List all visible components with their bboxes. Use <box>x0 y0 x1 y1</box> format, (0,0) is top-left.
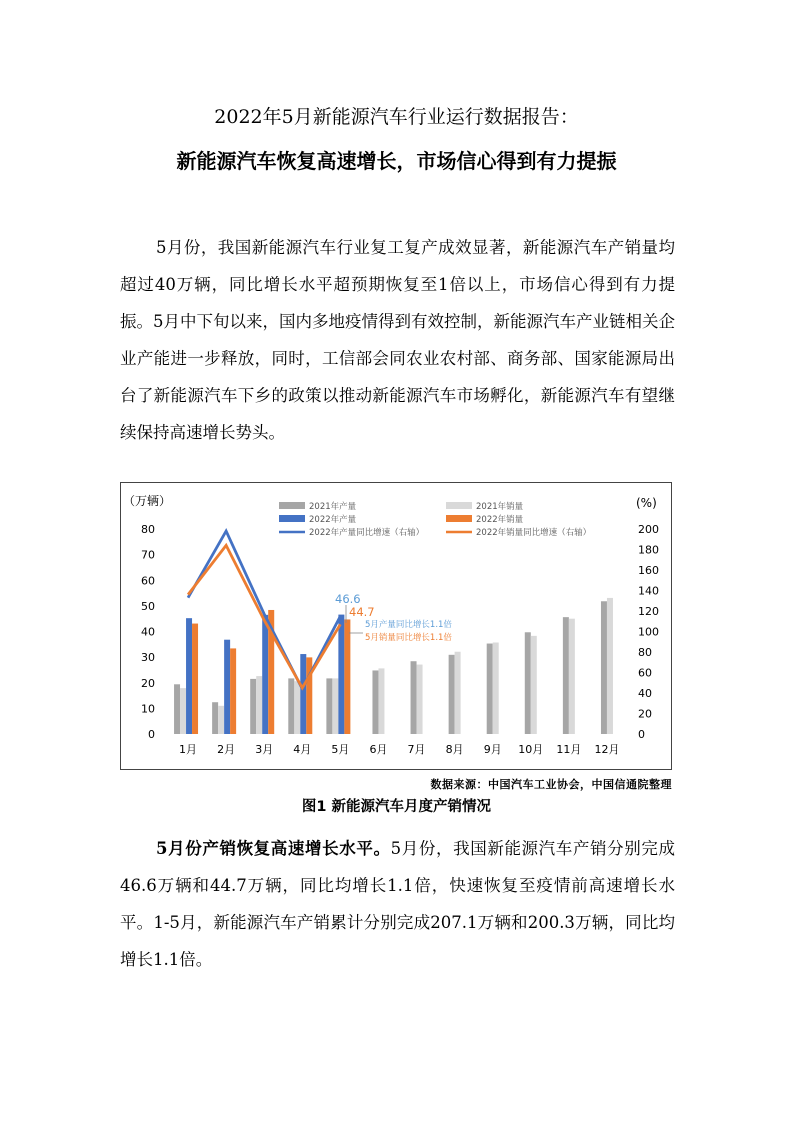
x-tick-label: 8月 <box>445 743 464 756</box>
bar-4-2 <box>230 648 236 734</box>
y2-tick-label: 180 <box>638 543 659 557</box>
chart-frame <box>120 482 672 770</box>
legend-swatch-2 <box>446 502 472 509</box>
bar-3-1 <box>186 618 192 734</box>
data-source: 数据来源：中国汽车工业协会，中国信通院整理 <box>430 778 672 791</box>
bar-2-8 <box>455 652 461 734</box>
y2-tick-label: 40 <box>638 687 652 700</box>
sales-value-label: 44.7 <box>349 605 375 619</box>
bar-2-11 <box>569 619 575 734</box>
x-tick-label: 4月 <box>293 743 312 756</box>
y-tick-label: 50 <box>141 599 155 613</box>
section-body: 5月份，我国新能源汽车产销分别完成46.6万辆和44.7万辆，同比均增长1.1倍，快速恢复至疫情前高速增长水平。1-5月，新能源汽车产销累计分别完成207.1万辆和200.3万辆，同比均增长1.1倍。 <box>120 839 675 969</box>
bar-1-3 <box>250 679 256 734</box>
bar-2-5 <box>332 678 338 734</box>
x-tick-label: 11月 <box>556 743 582 756</box>
report-title: 2022年5月新能源汽车行业运行数据报告： <box>214 106 579 128</box>
bar-2-12 <box>607 598 613 734</box>
legend-label-3: 2022年产量 <box>309 515 357 525</box>
prod-growth-note: 5月产量同比增长1.1倍 <box>365 620 452 630</box>
y2-tick-label: 140 <box>638 584 659 598</box>
bar-3-2 <box>224 640 230 734</box>
y2-axis-label: (%) <box>636 496 657 510</box>
bar-1-2 <box>212 702 218 734</box>
legend-swatch-4 <box>446 515 472 522</box>
figure-caption: 图1 新能源汽车月度产销情况 <box>301 799 492 815</box>
bar-3-3 <box>262 615 268 734</box>
bar-1-9 <box>487 644 493 734</box>
report-subtitle: 新能源汽车恢复高速增长，市场信心得到有力提振 <box>176 149 617 173</box>
x-tick-label: 9月 <box>483 743 502 756</box>
y2-tick-label: 160 <box>638 564 659 577</box>
intro-paragraph-text: 5月份，我国新能源汽车行业复工复产成效显著，新能源汽车产销量均超过40万辆，同比增长水平超预期恢复至1倍以上，市场信心得到有力提振。5月中下旬以来，国内多地疫情得到有效控制，新能源汽车产业链相关企业产能进一步释放，同时，工信部会同农业农村部、商务部、国家能源局出台了新能源汽车下乡的政策以推动新能源汽车市场孵化，新能源汽车有望继续保持高速增长势头。 <box>120 238 675 442</box>
bar-2-9 <box>493 643 499 734</box>
monthly-production-sales-chart <box>121 483 671 769</box>
x-tick-label: 7月 <box>407 743 426 756</box>
bar-1-12 <box>601 601 607 734</box>
y-tick-label: 80 <box>141 523 155 536</box>
bar-2-3 <box>256 676 262 734</box>
bar-4-1 <box>192 624 198 734</box>
bar-1-4 <box>288 678 294 734</box>
y-tick-label: 0 <box>148 728 155 741</box>
section-paragraph <box>120 830 675 978</box>
legend-label-5: 2022年产量同比增速（右轴） <box>309 528 425 538</box>
bar-1-1 <box>174 684 180 734</box>
intro-paragraph <box>120 229 675 451</box>
bar-2-7 <box>417 665 423 734</box>
bar-2-6 <box>378 668 384 734</box>
sales-growth-note: 5月销量同比增长1.1倍 <box>365 633 452 643</box>
y-tick-label: 10 <box>141 702 155 716</box>
bar-2-4 <box>294 681 300 734</box>
x-tick-label: 6月 <box>369 743 388 756</box>
bar-1-5 <box>326 678 332 734</box>
x-tick-label: 10月 <box>518 743 544 756</box>
x-tick-label: 2月 <box>217 743 236 756</box>
x-tick-label: 3月 <box>255 743 274 756</box>
bar-1-8 <box>449 655 455 734</box>
bar-1-7 <box>411 661 417 734</box>
bar-2-1 <box>180 688 186 734</box>
bar-1-11 <box>563 617 569 734</box>
legend-label-6: 2022年销量同比增速（右轴） <box>476 528 592 538</box>
x-tick-label: 12月 <box>594 743 620 756</box>
bar-2-10 <box>531 636 537 734</box>
legend-label-1: 2021年产量 <box>309 502 357 512</box>
y2-tick-label: 100 <box>638 625 659 639</box>
y-tick-label: 20 <box>141 676 155 690</box>
legend-label-4: 2022年销量 <box>476 515 524 525</box>
legend-label-2: 2021年销量 <box>476 502 524 512</box>
y-tick-label: 60 <box>141 574 155 588</box>
y2-tick-label: 120 <box>638 605 659 618</box>
y2-tick-label: 200 <box>638 523 659 536</box>
y-tick-label: 40 <box>141 625 155 639</box>
legend-swatch-3 <box>279 515 305 522</box>
y2-tick-label: 60 <box>638 666 652 680</box>
y-axis-label: （万辆） <box>123 494 172 508</box>
bar-1-6 <box>372 670 378 734</box>
bar-1-10 <box>525 632 531 734</box>
section-lead: 5月份产销恢复高速增长水平。 <box>156 839 391 858</box>
bar-3-5 <box>338 615 344 734</box>
bar-3-4 <box>300 654 306 734</box>
y2-tick-label: 80 <box>638 646 652 659</box>
prod-value-label: 46.6 <box>335 592 361 606</box>
bar-4-5 <box>344 619 350 734</box>
x-tick-label: 5月 <box>331 743 350 756</box>
y2-tick-label: 20 <box>638 707 652 721</box>
y-tick-label: 30 <box>141 651 155 665</box>
y-tick-label: 70 <box>141 548 155 562</box>
legend-swatch-1 <box>279 502 305 509</box>
bar-2-2 <box>218 706 224 734</box>
y2-tick-label: 0 <box>638 728 645 741</box>
x-tick-label: 1月 <box>179 743 198 756</box>
